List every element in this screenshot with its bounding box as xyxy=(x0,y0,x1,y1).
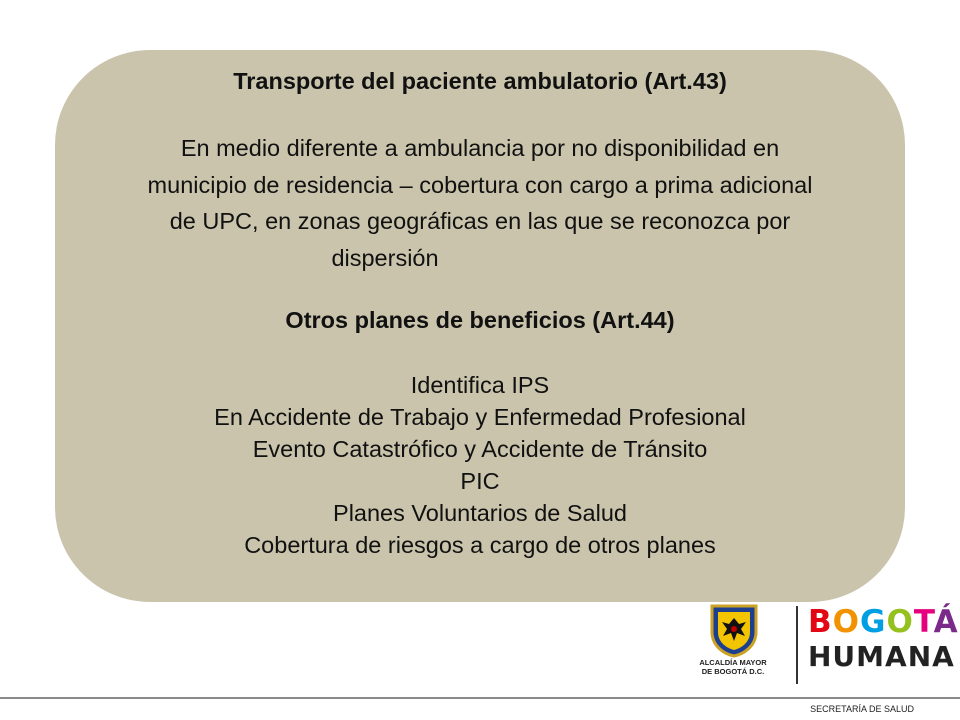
transport-line: de UPC, en zonas geográficas en las que se reconozca por xyxy=(169,208,791,234)
bogota-wordmark xyxy=(808,604,959,640)
coat-of-arms-icon xyxy=(706,602,762,658)
bogota-letter: T xyxy=(913,604,934,640)
transport-line: dispersión xyxy=(331,244,439,271)
content-panel xyxy=(55,50,905,602)
section-title-transport: Transporte del paciente ambulatorio (Art.43) xyxy=(233,68,727,94)
humana-wordmark: HUMANA xyxy=(808,640,955,673)
list-item: Cobertura de riesgos a cargo de otros planes xyxy=(244,532,716,558)
list-item: Planes Voluntarios de Salud xyxy=(333,500,627,526)
logo-divider xyxy=(796,606,798,684)
section-title-other-plans: Otros planes de beneficios (Art.44) xyxy=(285,307,675,333)
list-item: Identifica IPS xyxy=(410,372,550,398)
footer-divider xyxy=(0,697,960,699)
bogota-letter: G xyxy=(860,604,887,640)
list-item: En Accidente de Trabajo y Enfermedad Profesional xyxy=(214,404,746,430)
bogota-letter: Á xyxy=(933,604,959,640)
alcaldia-line: DE BOGOTÁ D.C. xyxy=(701,667,765,676)
bogota-letter: B xyxy=(808,604,833,640)
benefits-list xyxy=(55,369,905,561)
bogota-letter: O xyxy=(832,604,860,640)
transport-line: En medio diferente a ambulancia por no disponibilidad en xyxy=(180,135,780,161)
transport-line: municipio de residencia – cobertura con cargo a prima adicional xyxy=(147,171,813,198)
alcaldia-label xyxy=(680,658,786,676)
footer-label: SECRETARÍA DE SALUD xyxy=(810,704,914,714)
alcaldia-line: ALCALDÍA MAYOR xyxy=(699,658,767,667)
bogota-letter: O xyxy=(886,604,914,640)
list-item: Evento Catastrófico y Accidente de Tránsito xyxy=(252,436,708,462)
list-item: PIC xyxy=(460,468,500,494)
logo-block xyxy=(680,600,959,692)
